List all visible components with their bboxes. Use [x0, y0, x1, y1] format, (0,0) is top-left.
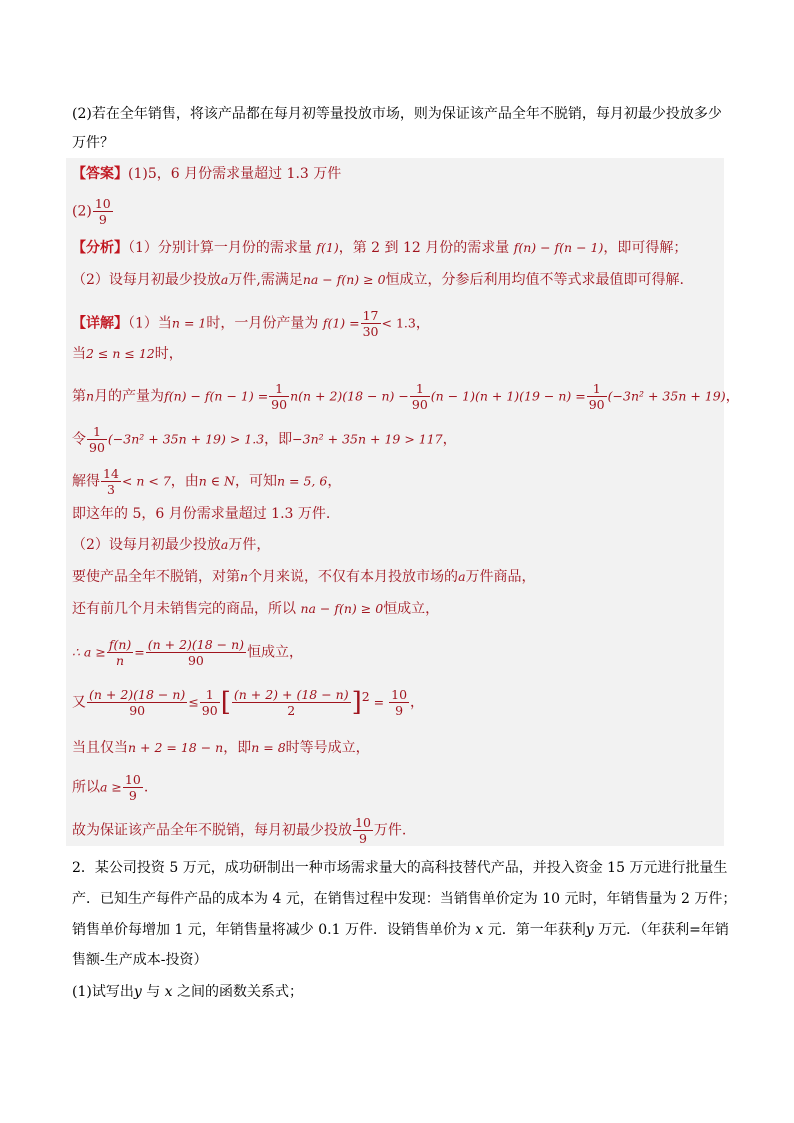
detail-line3: 第n月的产量为f(n) − f(n − 1) = $\frac{1}{90}$ n(n + 2)(18 − n) − $\frac{1}{90}$ (n − 1)(n + 1)(19 − n) = $\frac{1}{90}$ (−3n² + 35n + 19)， [72, 381, 740, 412]
fraction-1-90-c: $\frac{1}{90}$ [588, 381, 605, 412]
problem2-line3: 销售单价每增加 1 元，年销售量将减少 0.1 万件．设销售单价为 x 元．第一年获利y 万元．（年获利=年销 [72, 922, 729, 938]
detail-line6: 即这年的 5，6 月份需求量超过 1.3 万件. [72, 506, 331, 522]
problem2-question1: (1)试写出y 与 x 之间的函数关系式； [72, 984, 304, 1000]
answer1-text: (1)5，6 月份需求量超过 1.3 万件 [128, 166, 342, 182]
part2-line1: （2）设每月初最少投放a万件， [72, 537, 271, 553]
detail-line1: 【详解】（1）当n = 1时，一月份产量为 f(1) = $\frac{17}{30}$ < 1.3， [72, 308, 430, 339]
fraction-17-30: $\frac{17}{30}$ [362, 308, 379, 339]
part2-line2: 要使产品全年不脱销，对第n个月来说，不仅有本月投放市场的a万件商品， [72, 569, 536, 585]
fraction-product-90: $\frac{(n + 2)(18 - n)}{90}$ [147, 637, 245, 668]
fraction-sum-2: $\frac{(n + 2) + (18 - n)}{2}$ [233, 687, 349, 719]
analysis-tag: 【分析】 [72, 240, 128, 256]
analysis-line2: （2）设每月初最少投放a万件,需满足na − f(n) ≥ 0恒成立，分参后利用均值不等式求最值即可得解. [72, 272, 685, 288]
fraction-product-90-b: $\frac{(n + 2)(18 - n)}{90}$ [89, 687, 186, 719]
fraction-14-3: $\frac{14}{3}$ [103, 466, 119, 497]
part2-line5: 又 $\frac{(n + 2)(18 - n)}{90}$ ≤ $\frac{1}{90}$ [ $\frac{(n + 2) + (18 - n)}{2}$ ]$^2$ = $\frac{10}{9}$ ， [72, 687, 425, 719]
detail-line5: 解得 $\frac{14}{3}$ < n < 7，由n ∈ N，可知n = 5, 6， [72, 466, 342, 497]
fraction-10-9-c: $\frac{10}{9}$ [124, 772, 141, 803]
part2-line4: ∴ a ≥ $\frac{f(n)}{n}$ = $\frac{(n + 2)(18 - n)}{90}$ 恒成立， [72, 637, 304, 668]
problem2-line4: 售额-生产成本-投资） [72, 952, 208, 968]
fraction-1-90-d: $\frac{1}{90}$ [89, 424, 105, 455]
problem2-line2: 产．已知生产每件产品的成本为 4 元，在销售过程中发现：当销售单价定为 10 元时，年销售量为 2 万件； [72, 891, 737, 907]
answer-line1 [72, 164, 341, 184]
fraction-10-9-d: $\frac{10}{9}$ [355, 815, 371, 846]
part2-line3: 还有前几个月未销售完的商品，所以 na − f(n) ≥ 0恒成立， [72, 601, 440, 617]
fraction-1-90-b: $\frac{1}{90}$ [411, 381, 428, 412]
fraction-1-90-a: $\frac{1}{90}$ [271, 381, 288, 412]
problem2-line1: 2．某公司投资 5 万元，成功研制出一种市场需求量大的高科技替代产品，并投入资金 15 万元进行批量生 [72, 860, 728, 876]
fraction-fn-n: $\frac{f(n)}{n}$ [108, 637, 132, 668]
fraction-10-9-b: $\frac{10}{9}$ [391, 687, 408, 719]
q2-line1: (2)若在全年销售，将该产品都在每月初等量投放市场，则为保证该产品全年不脱销，每月初最少投放多少 [72, 106, 722, 122]
detail-line4: 令 $\frac{1}{90}$ (−3n² + 35n + 19) > 1.3，即−3n² + 35n + 19 > 117， [72, 424, 457, 455]
detail-tag: 【详解】 [72, 315, 128, 332]
analysis-line1: 【分析】（1）分别计算一月份的需求量 f(1)，第 2 到 12 月份的需求量 f(n) − f(n − 1)，即可得解； [72, 240, 688, 256]
part2-line6: 当且仅当n + 2 = 18 − n，即n = 8时等号成立， [72, 740, 370, 756]
answer-tag: 【答案】 [72, 166, 128, 182]
fraction-1-90-e: $\frac{1}{90}$ [201, 687, 218, 719]
fraction-10-9: $\frac{10}{9}$ [94, 196, 111, 227]
q2-line2: 万件？ [72, 135, 114, 151]
part2-line7: 所以a ≥ $\frac{10}{9}$ . [72, 772, 149, 803]
part2-line8: 故为保证该产品全年不脱销，每月初最少投放 $\frac{10}{9}$ 万件. [72, 815, 407, 846]
detail-line2: 当2 ≤ n ≤ 12时， [72, 346, 183, 362]
answer-line2: (2) $\frac{10}{9}$ [72, 196, 111, 227]
